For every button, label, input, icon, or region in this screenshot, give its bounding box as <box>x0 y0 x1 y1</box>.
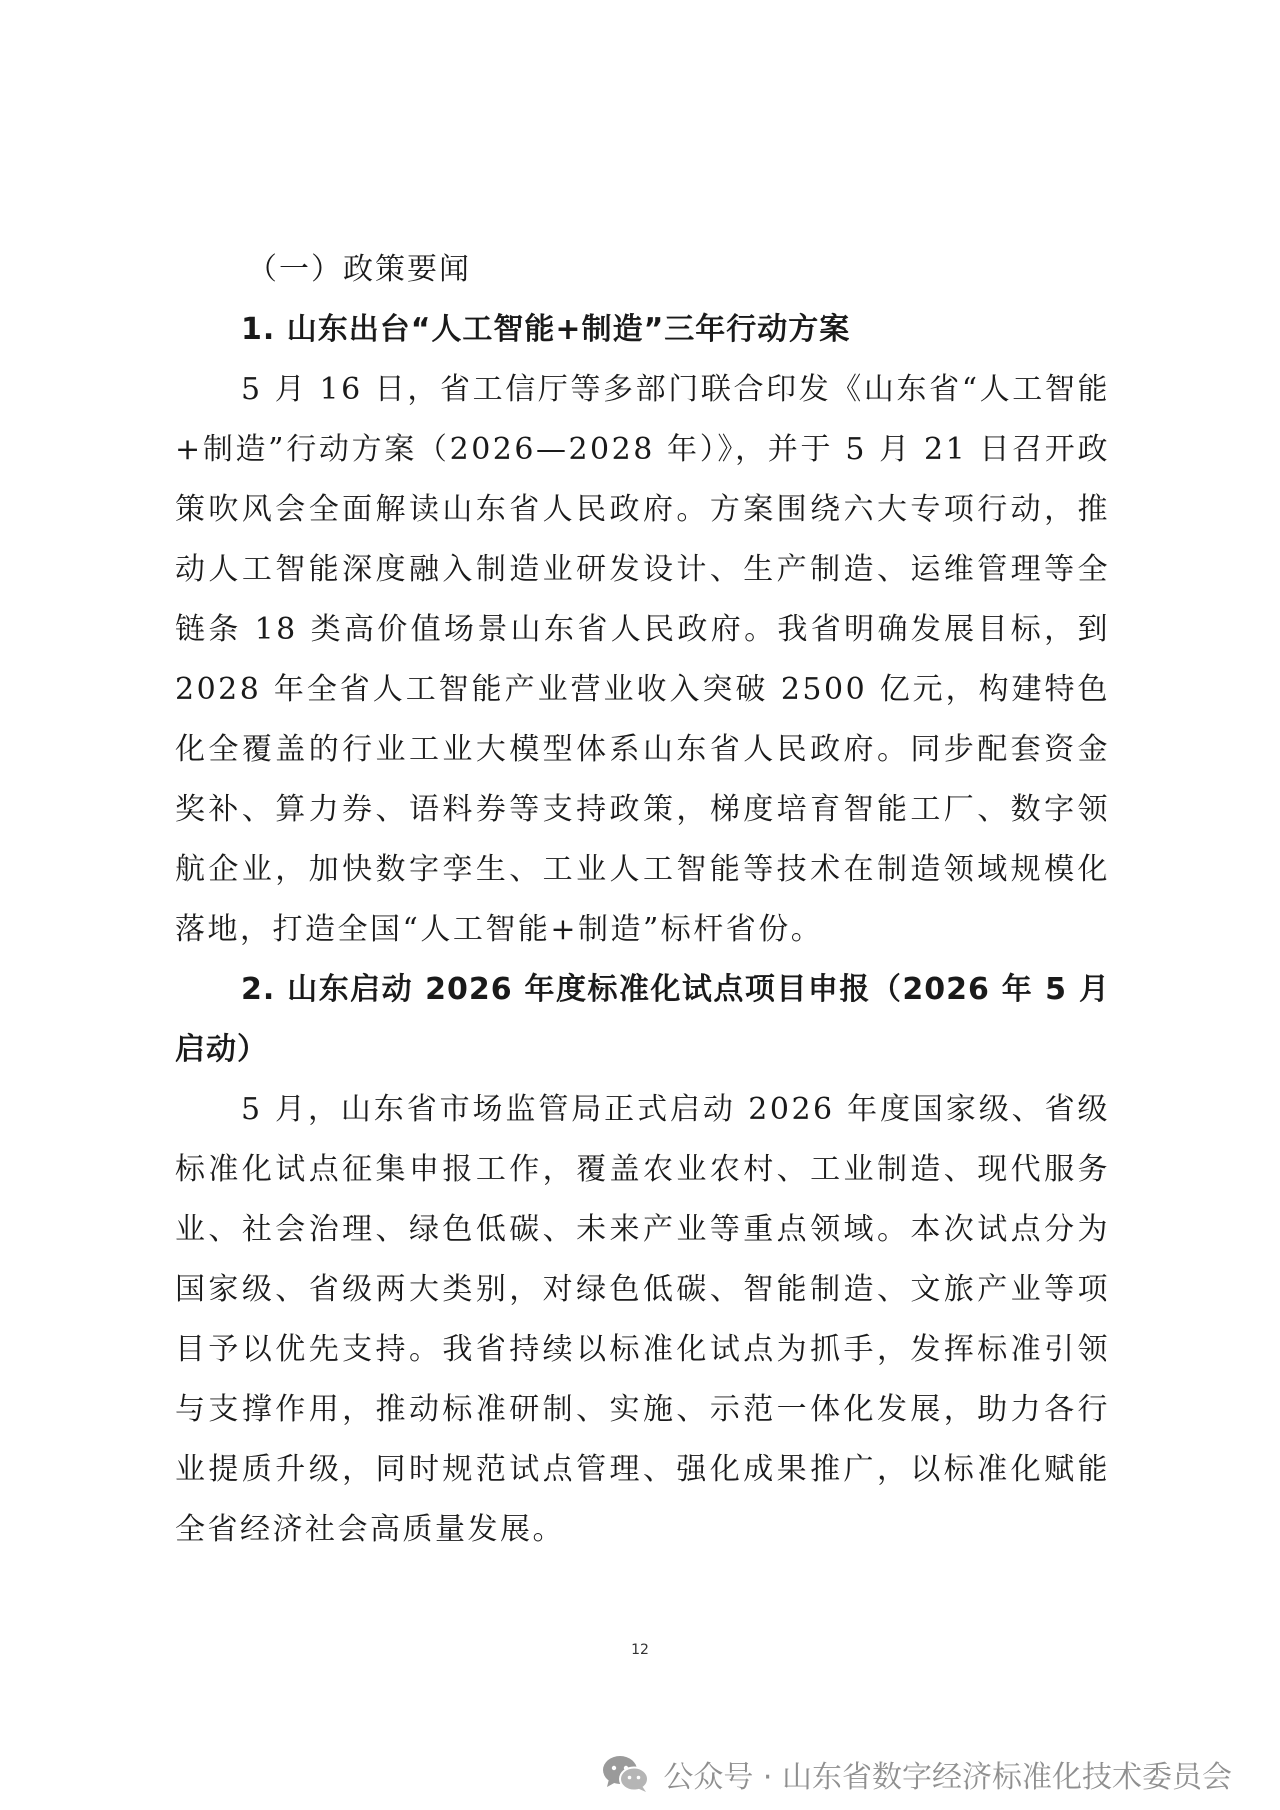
page-number: 12 <box>631 1642 649 1658</box>
wechat-icon <box>601 1754 651 1794</box>
item-paragraph-1: 5 月 16 日，省工信厅等多部门联合印发《山东省“人工智能+制造”行动方案（2026—2028 年）》，并于 5 月 21 日召开政策吹风会全面解读山东省人民政府。方案围绕六大专项行动，推动人工智能深度融入制造业研发设计、生产制造、运维管理等全链条 18 类高价值场景山东省人民政府。我省明确发展目标，到 2028 年全省人工智能产业营业收入突破 2500 亿元，构建特色化全覆盖的行业工业大模型体系山东省人民政府。同步配套资金奖补、算力券、语料券等支持政策，梯度培育智能工厂、数字领航企业，加快数字孪生、工业人工智能等技术在制造领域规模化落地，打造全国“人工智能+制造”标杆省份。 <box>175 372 1110 947</box>
watermark <box>601 1752 1232 1796</box>
watermark-text: 公众号 · 山东省数字经济标准化技术委员会 <box>663 1760 1232 1795</box>
item-title-2: 2. 山东启动 2026 年度标准化试点项目申报（2026 年 5 月启动） <box>175 972 1110 1067</box>
item-title-1: 1. 山东出台“人工智能+制造”三年行动方案 <box>241 312 851 347</box>
section-heading: （一）政策要闻 <box>247 252 471 287</box>
item-paragraph-2: 5 月，山东省市场监管局正式启动 2026 年度国家级、省级标准化试点征集申报工作，覆盖农业农村、工业制造、现代服务业、社会治理、绿色低碳、未来产业等重点领域。本次试点分为国家级、省级两大类别，对绿色低碳、智能制造、文旅产业等项目予以优先支持。我省持续以标准化试点为抓手，发挥标准引领与支撑作用，推动标准研制、实施、示范一体化发展，助力各行业提质升级，同时规范试点管理、强化成果推广，以标准化赋能全省经济社会高质量发展。 <box>175 1092 1110 1547</box>
page-content <box>175 240 1110 1560</box>
